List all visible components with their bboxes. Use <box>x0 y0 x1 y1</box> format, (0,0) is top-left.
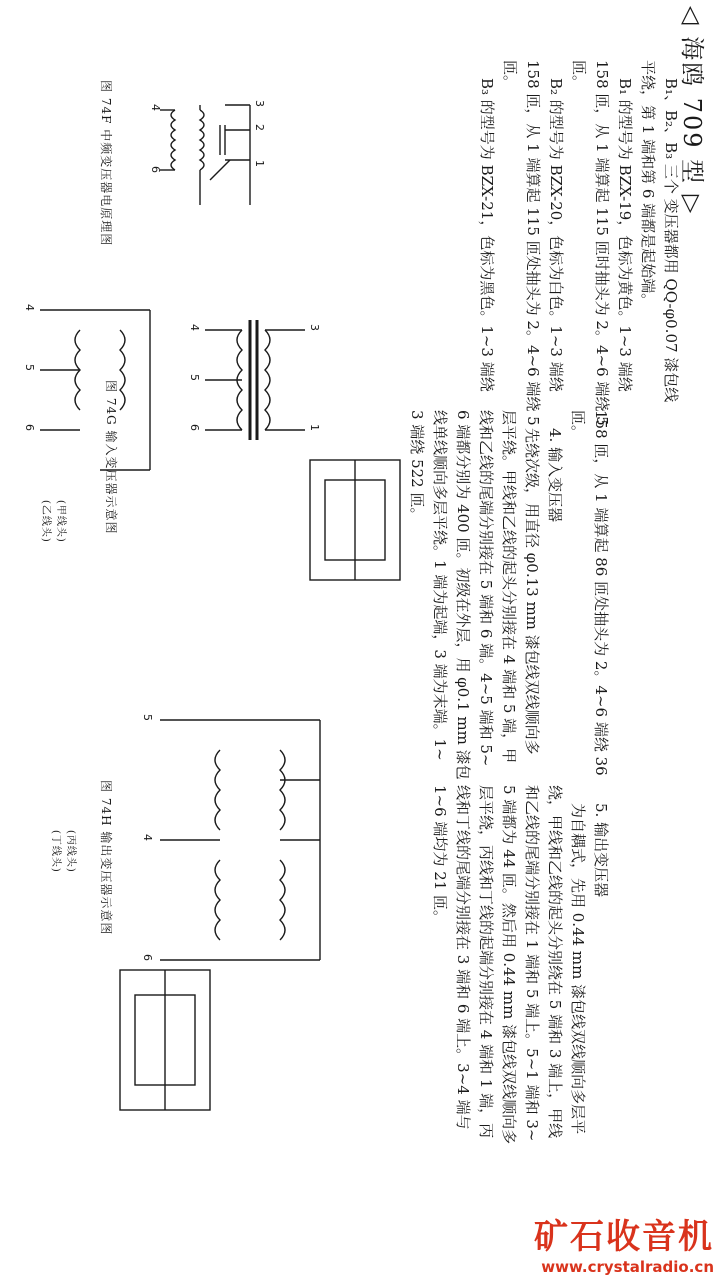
figure-74f-caption: 图 74F 中频变压器电原理图 <box>99 80 113 247</box>
paragraph: 层平绕，丙线和丁线的起端分别接在 4 端和 1 端，丙 <box>477 785 495 1139</box>
paragraph: 5 端都为 44 匝。然后用 0.44 mm 漆包线双线顺向多 <box>500 785 518 1145</box>
transformer-core-g <box>300 450 410 590</box>
figure-74h-schematic <box>120 710 340 970</box>
label-jia-tou: (甲线头) <box>55 500 66 543</box>
svg-text:6: 6 <box>149 166 162 173</box>
paragraph: 匝。 <box>501 60 519 91</box>
label-yi-tou: (乙线头) <box>40 500 51 543</box>
svg-text:5: 5 <box>23 364 36 371</box>
svg-text:6: 6 <box>23 424 36 431</box>
paragraph: B₃ 的型号为 BZX-21，色标为黑色。1~3 端绕 <box>478 78 496 392</box>
paragraph: 先绕次级，用直径 φ0.13 mm 漆包线双线顺向多 <box>523 428 541 755</box>
paragraph: 层平绕。甲线和乙线的起头分别接在 4 端和 5 端，甲 <box>500 410 518 764</box>
page-header: ◁ 海鸥 709 型 ▷ <box>678 6 706 216</box>
paragraph: 线单线顺向多层平绕。1 端为起端，3 端为末端。1~ <box>431 410 449 761</box>
figure-74g-caption: 图 74G 输入变压器示意图 <box>104 380 118 535</box>
svg-text:4: 4 <box>149 104 162 111</box>
svg-text:3: 3 <box>308 324 321 331</box>
watermark-title: 矿石收音机 <box>534 1217 714 1257</box>
svg-text:3: 3 <box>253 100 266 107</box>
transformer-core-h <box>110 960 220 1120</box>
svg-text:4: 4 <box>141 834 154 841</box>
figure-74h-caption: 图 74H 输出变压器示意图 <box>99 780 113 936</box>
paragraph: 线和乙线的尾端分别接在 5 端和 6 端。4~5 端和 5~ <box>477 410 495 767</box>
svg-text:5: 5 <box>188 374 201 381</box>
paragraph: 为自耦式，先用 0.44 mm 漆包线双线顺向多层平 <box>569 803 587 1135</box>
paragraph: B₂ 的型号为 BZX-20，色标为白色。1~3 端绕 <box>547 78 565 392</box>
text-column-2 <box>405 410 612 790</box>
watermark-url: www.crystalradio.cn <box>541 1258 714 1276</box>
section-heading: 4. 输入变压器 <box>546 428 564 523</box>
svg-text:1: 1 <box>308 424 321 431</box>
text-column-3 <box>428 785 612 1145</box>
paragraph: 线和丁线的尾端分别接在 3 端和 6 端上。3~4 端与 <box>454 785 472 1130</box>
svg-text:6: 6 <box>141 954 154 961</box>
svg-text:2: 2 <box>253 124 266 131</box>
paragraph: 绕，甲线和乙线的起头分别绕在 5 端和 3 端上，甲线 <box>546 785 564 1139</box>
paragraph: 158 匝，从 1 端算起 115 匝时抽头为 2。4~6 端绕 5 <box>593 60 611 426</box>
label-bing-tou: (丙线头) <box>65 830 76 873</box>
figure-74f-schematic <box>150 100 270 220</box>
paragraph: B₁、B₂、B₃ 三个 变压器都用 QQ-φ0.07 漆包线 <box>662 78 680 403</box>
figure-74g-detail <box>20 300 160 490</box>
svg-text:5: 5 <box>141 714 154 721</box>
paragraph: 3 端绕 522 匝。 <box>408 410 426 523</box>
paragraph: B₁ 的型号为 BZX-19，色标为黄色。1~3 端绕 <box>616 78 634 392</box>
paragraph: 158 匝，从 1 端算起 86 匝处抽头为 2。4~6 端绕 36 <box>592 410 610 776</box>
paragraph: 匝。 <box>570 60 588 91</box>
paragraph: 1~6 端均为 21 匝。 <box>431 785 449 926</box>
svg-text:4: 4 <box>23 304 36 311</box>
paragraph: 158 匝，从 1 端算起 115 匝处抽头为 2。4~6 端绕 5 <box>524 60 542 426</box>
section-heading: 5. 输出变压器 <box>592 803 610 898</box>
paragraph: 和乙线的尾端分别接在 1 端和 5 端上。5~1 端和 3~ <box>523 785 541 1142</box>
watermark <box>534 1209 714 1276</box>
paragraph: 匝。 <box>569 410 587 441</box>
svg-text:4: 4 <box>188 324 201 331</box>
label-ding-tou: (丁线头) <box>50 830 61 873</box>
paragraph: 平绕，第 1 端和第 6 端都是起始端。 <box>639 60 657 309</box>
svg-text:6: 6 <box>188 424 201 431</box>
svg-text:1: 1 <box>253 160 266 167</box>
paragraph: 6 端都分别为 400 匝。初级在外层，用 φ0.1 mm 漆包 <box>454 410 472 780</box>
